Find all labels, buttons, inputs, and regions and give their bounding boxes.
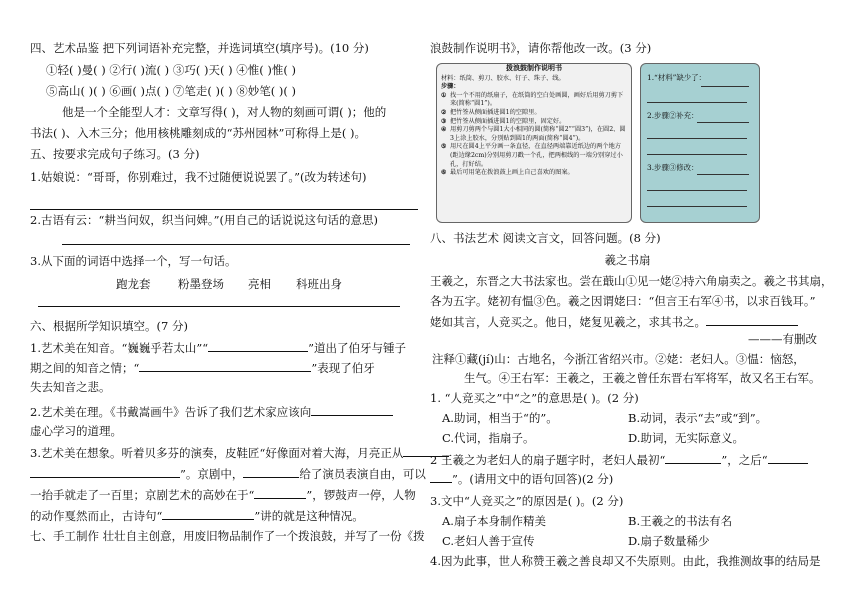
instruction-step-5: ⑤ 用尺在圆4上平分画一条直径，在直径两端靠近纸边的两个地方(距边缘2cm)分别用剪刀戳一个孔，把两根线的一端分别穿过小孔，打好结。 [441,143,623,168]
s5-option-3: 亮相 [248,277,271,291]
s8-q2-blank-2[interactable] [768,451,808,464]
s8-question-3: 3.文中“人竞买之”的原因是( )。(2 分) [430,494,624,508]
s6-blank-7[interactable] [254,486,306,499]
s6-blank-1[interactable] [208,339,308,352]
s8-q2-blank-3[interactable] [430,470,452,483]
s6-line-1a: 1.艺术美在知音。“巍巍乎若太山”“ [30,341,209,355]
s8-question-1: 1. “人竞买之”中“之”的意思是( )。(2 分) [430,391,639,405]
s4-fill-line-1: 他是一个全能型人才：文章写得( )，对人物的刻画可谓( )；他的 [62,105,387,119]
section-4-title: 四、艺术品鉴 把下列词语补充完整，并选词填空(填序号)。(10 分) [30,41,369,55]
s8-q3-option-d[interactable]: D.扇子数量稀少 [628,534,710,548]
correction-line-3a[interactable] [697,174,749,175]
s5-question-3: 3.从下面的词语中选择一个，写一句话。 [30,254,237,268]
s6-blank-3[interactable] [311,403,393,416]
section-7-title-cont: 浪鼓制作说明书》，请你帮他改一改。(3 分) [430,41,652,55]
passage-line-2: 各为五字。姥初有愠③色。羲之因谓姥曰：“但言王右军④书，以求百钱耳。” [430,294,816,308]
s8-q1-option-d[interactable]: D.助词，无实际意义。 [628,431,744,445]
instruction-materials: 材料：纸筒、剪刀、胶水、钉子、珠子、线。 [441,74,565,82]
s8-q2-blank-1[interactable] [665,451,721,464]
section-6-title: 六、根据所学知识填空。(7 分) [30,319,188,333]
section-5-title: 五、按要求完成句子练习。(3 分) [30,147,200,161]
passage-source: ———有删改 [748,332,817,346]
correction-line-2a[interactable] [697,122,749,123]
correction-line-2c[interactable] [647,154,747,155]
s6-line-9a: 的动作戛然而止，古诗句“ [30,509,163,523]
correction-item-2: 2.步骤②补充： [647,111,699,120]
passage-line-1: 王羲之，东晋之大书法家也。尝在蕺山①见一姥②持六角扇卖之。羲之书其扇， [430,274,833,288]
s8-q3-option-b[interactable]: B.王羲之的书法有名 [628,514,733,528]
s6-line-6a: 3.艺术美在想象。听着贝多芬的演奏，皮鞋匠“好像面对着大海，月亮正从 [30,446,404,460]
s6-line-8a: 一抬手就走了一百里；京剧艺术的高妙在于“ [30,488,255,502]
s8-q1-option-a[interactable]: A.助词，相当于“的”。 [442,411,558,425]
s6-line-7 [30,465,426,482]
section-8-title: 八、书法艺术 阅读文言文，回答问题。(8 分) [430,231,661,245]
s6-blank-8[interactable] [162,507,254,520]
s6-line-2a: 期之间的知音之情；“ [30,361,140,375]
s6-line-8b: ”，锣鼓声一停，人物 [306,488,416,502]
instruction-step-2: ② 把竹签从侧面插进圆1的空隙里。 [441,108,541,116]
s6-blank-6[interactable] [243,465,299,478]
s6-line-6 [30,444,449,461]
s8-q3-option-a[interactable]: A.扇子本身制作精美 [442,514,546,528]
s6-line-2b: ”表现了伯牙 [311,361,375,375]
passage-heading: 羲之书扇 [604,253,651,267]
s5-answer-line-1[interactable] [30,209,418,210]
s5-question-2: 2.古语有云：“耕当问奴，织当问婢。”(用自己的话说说这句话的意思) [30,213,378,227]
s6-line-4a: 2.艺术美在理。《书戴嵩画牛》告诉了我们艺术家应该向 [30,405,312,419]
section-7-title: 七、手工制作 壮壮自主创意，用废旧物品制作了一个拨浪鼓，并写了一份《拨 [30,529,425,543]
s6-blank-5[interactable] [30,465,180,478]
s6-line-1 [30,339,406,356]
instruction-card-title: 拨浪鼓制作说明书 [506,63,562,72]
correction-line-3c[interactable] [647,206,747,207]
correction-line-1a[interactable] [701,86,749,87]
s6-line-8 [30,486,416,503]
s8-q1-option-c[interactable]: C.代词，指扇子。 [442,431,535,445]
s6-line-5: 虚心学习的道理。 [30,424,122,438]
instruction-step-3: ③ 把竹签从侧面插进圆1的空隙里，固定好。 [441,117,566,125]
s8-q1-option-b[interactable]: B.动词，表示“去”或“到”。 [628,411,768,425]
instruction-step-4: ④ 用剪刀剪两个与圆1大小相同的圆(简称“圆2”“圆3”)，在圆2、圆3上涂上胶水，分别贴到圆1的两面(简称“圆4”)。 [441,126,626,142]
s5-answer-line-3[interactable] [38,306,400,307]
s6-line-4 [30,403,393,420]
s4-words-row-2: ⑤高山( )( ) ⑥画( )点( ) ⑦笔走( )( ) ⑧妙笔( )( ) [46,84,296,98]
s5-answer-line-2[interactable] [62,244,410,245]
s5-option-2: 粉墨登场 [178,277,224,291]
passage-note-2: 生气。④王右军：王羲之，王羲之曾任东晋右军将军，故又名王右军。 [464,371,821,385]
s6-line-9 [30,507,364,524]
s5-option-1: 跑龙套 [116,277,151,291]
correction-line-2b[interactable] [647,138,747,139]
instruction-steps-label: 步骤： [441,83,460,91]
passage-blank[interactable] [706,313,798,326]
correction-item-1: 1.“材料”缺少了： [647,73,706,82]
instruction-step-6: ⑥ 最后可用笔在拨浪鼓上画上自己喜欢的图案。 [441,169,574,177]
correction-card [640,63,760,223]
s6-line-7a: ”。京剧中， [180,467,244,481]
s4-fill-line-2: 书法( )、入木三分；他用核桃雕刻成的“苏州园林”可称得上是( )。 [30,126,367,140]
s8-question-2: 2 王羲之为老妇人的扇子题字时，老妇人最初“ ”，之后“ [430,451,808,468]
s6-line-7b: 给了演员表演自由，可以 [299,467,426,481]
s6-line-2 [30,359,375,376]
passage-line-3: 姥如其言，人竞买之。他日，姥复见羲之，求其书之。 [430,313,798,330]
s6-line-9b: ”讲的就是这种情况。 [254,509,364,523]
s6-blank-2[interactable] [139,359,311,372]
passage-note-1: 注释①藏(jí)山：古地名，今浙江省绍兴市。②姥：老妇人。③愠：恼怒， [432,352,805,366]
s4-words-row-1: ①轻( )曼( ) ②行( )流( ) ③巧( )天( ) ④惟( )惟( ) [46,63,296,77]
correction-line-1b[interactable] [647,102,747,103]
s5-question-1: 1.姑娘说：“哥哥，你别难过，我不过随便说说罢了。”(改为转述句) [30,170,367,184]
s6-line-3: 失去知音之悲。 [30,380,111,394]
s8-question-2-cont: ”。(请用文中的语句回答)(2 分) [430,470,613,487]
s6-line-1b: ”道出了伯牙与锺子 [308,341,406,355]
instruction-step-1: ① 找一个不用的纸扇子，在纸筒的空白处画圆，画好后用剪刀剪下来(简称“圆1”)。 [441,91,624,108]
s8-q3-option-c[interactable]: C.老妇人善于宣传 [442,534,535,548]
s8-question-4: 4.因为此事，世人称赞王羲之善良却又不失原则。由此，我推测故事的结局是 [430,554,821,568]
instruction-card [436,63,632,223]
correction-item-3: 3.步骤③修改： [647,163,699,172]
s5-option-4: 科班出身 [296,277,342,291]
correction-line-3b[interactable] [647,190,747,191]
